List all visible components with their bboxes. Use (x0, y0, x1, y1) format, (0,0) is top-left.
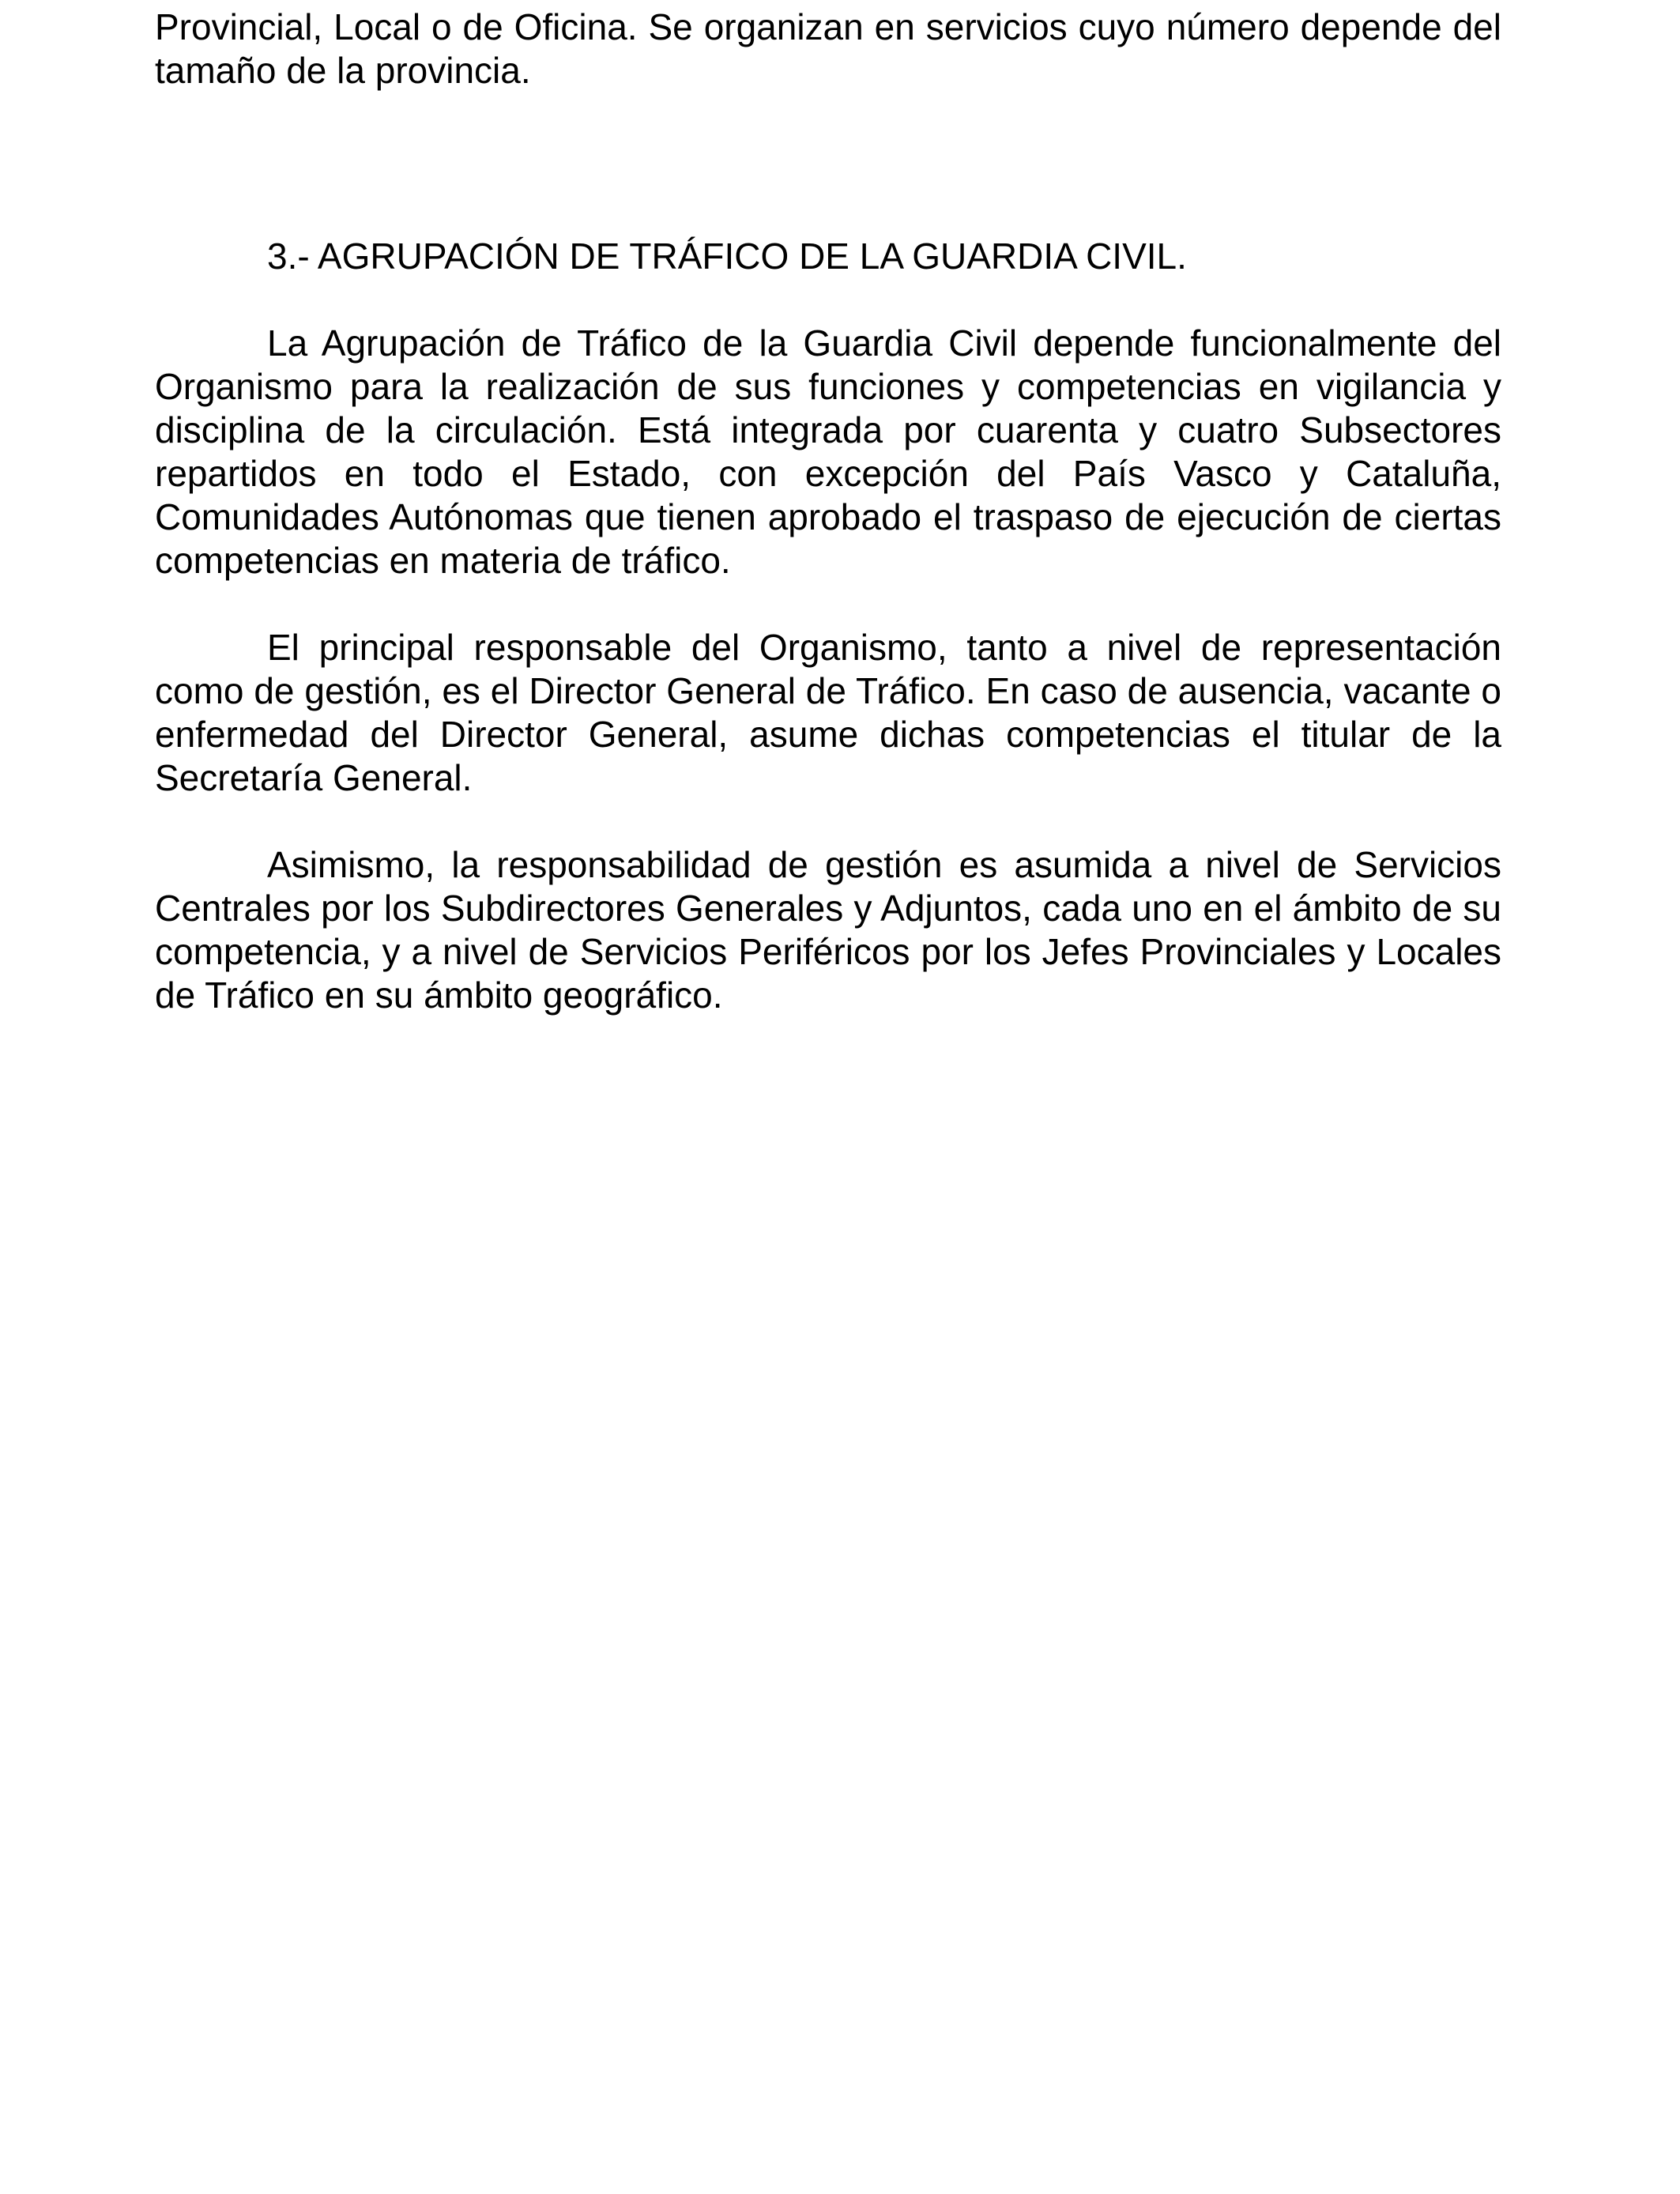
paragraph-responsabilidad-gestion: Asimismo, la responsabilidad de gestión es asumida a nivel de Servicios Centrales por los Subdirectores Generales y Adjuntos, cada uno en el ámbito de su competencia, y a nivel de Servicios Periféricos por los Jefes Provinciales y Locales de Tráfico en su ámbito geográfico. (155, 844, 1501, 1016)
page-content (155, 0, 1501, 1017)
paragraph-agrupacion: La Agrupación de Tráfico de la Guardia Civil depende funcionalmente del Organismo para la realización de sus funciones y competencias en vigilancia y disciplina de la circulación. Está integrada por cuarenta y cuatro Subsectores repartidos en todo el Estado, con excepción del País Vasco y Cataluña, Comunidades Autónomas que tienen aprobado el traspaso de ejecución de ciertas competencias en materia de tráfico. (155, 322, 1501, 581)
paragraph-director-general: El principal responsable del Organismo, tanto a nivel de representación como de gestión, es el Director General de Tráfico. En caso de ausencia, vacante o enfermedad del Director General, asume dichas competencias el titular de la Secretaría General. (155, 627, 1501, 798)
intro-paragraph: Provincial, Local o de Oficina. Se organizan en servicios cuyo número depende del tamaño de la provincia. (155, 6, 1501, 91)
section-heading: 3.- AGRUPACIÓN DE TRÁFICO DE LA GUARDIA CIVIL. (267, 236, 1187, 277)
